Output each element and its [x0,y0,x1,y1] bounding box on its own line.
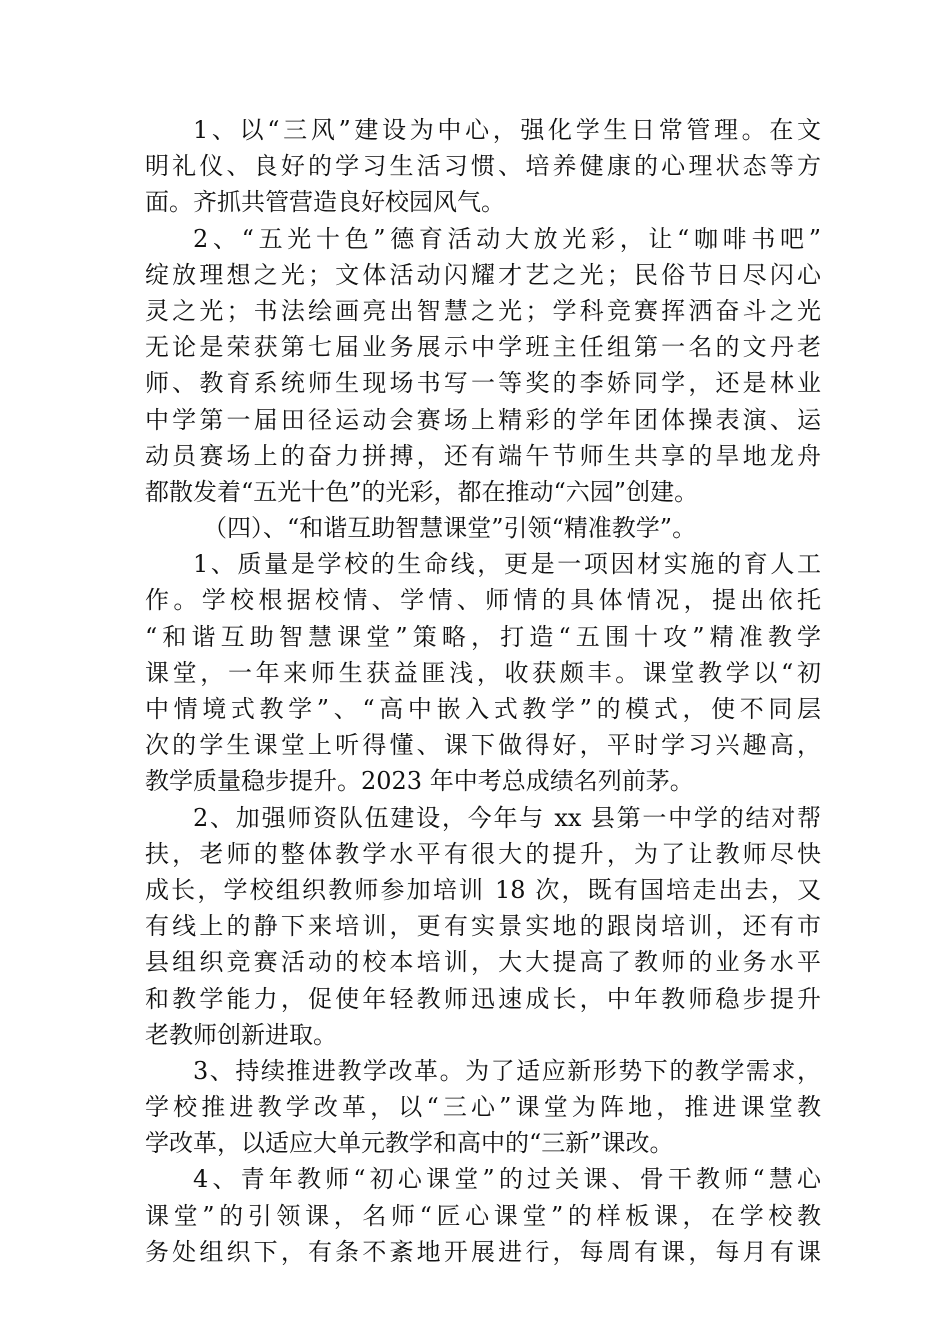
paragraph-line: 2、“五光十色”德育活动大放光彩，让“咖啡书吧” [193,224,821,253]
paragraph-line: 教学质量稳步提升。2023 年中考总成绩名列前茅。 [145,767,694,796]
paragraph-line: 明礼仪、良好的学习生活习惯、培养健康的心理状态等方 [145,152,821,181]
paragraph-line: 和教学能力，促使年轻教师迅速成长，中年教师稳步提升 [145,984,821,1013]
paragraph-line: 面。齐抓共管营造良好校园风气。 [145,188,505,217]
paragraph-line: 学校推进教学改革，以“三心”课堂为阵地，推进课堂教 [145,1093,821,1122]
paragraph-line: 课堂”的引领课，名师“匠心课堂”的样板课，在学校教 [145,1201,821,1230]
paragraph-line: 都散发着“五光十色”的光彩，都在推动“六园”创建。 [145,477,699,506]
paragraph-line: 4、青年教师“初心课堂”的过关课、骨干教师“慧心 [193,1165,821,1194]
paragraph-line: 成长，学校组织教师参加培训 18 次，既有国培走出去，又 [145,875,821,904]
paragraph-line: 作。学校根据校情、学情、师情的具体情况，提出依托 [145,586,821,615]
paragraph-line: 中情境式教学”、“高中嵌入式教学”的模式，使不同层 [145,695,821,723]
section-heading: （四）、“和谐互助智慧课堂”引领“精准教学”。 [203,514,697,543]
paragraph-line: 绽放理想之光；文体活动闪耀才艺之光；民俗节日尽闪心 [145,260,821,289]
paragraph-line: 学改革，以适应大单元教学和高中的“三新”课改。 [145,1129,674,1158]
paragraph-line: 2、加强师资队伍建设，今年与 xx 县第一中学的结对帮 [193,803,821,832]
paragraph-line: 1、以“三风”建设为中心，强化学生日常管理。在文 [193,116,821,144]
paragraph-line: 灵之光；书法绘画亮出智慧之光；学科竞赛挥洒奋斗之光 [145,296,821,325]
paragraph-line: 老教师创新进取。 [145,1020,337,1049]
paragraph-line: 次的学生课堂上听得懂、课下做得好，平时学习兴趣高， [145,731,821,760]
paragraph-line: 县组织竞赛活动的校本培训，大大提高了教师的业务水平 [145,948,821,977]
paragraph-line: 1、质量是学校的生命线，更是一项因材实施的育人工 [193,550,821,579]
paragraph-line: 有线上的静下来培训，更有实景实地的跟岗培训，还有市 [145,912,821,941]
paragraph-line: 师、教育系统师生现场书写一等奖的李娇同学，还是林业 [145,369,821,398]
document-body [145,112,821,1270]
paragraph-line: 扶，老师的整体教学水平有很大的提升，为了让教师尽快 [145,839,821,868]
paragraph-line: 务处组织下，有条不紊地开展进行，每周有课，每月有课 [145,1237,821,1266]
paragraph-line: “和谐互助智慧课堂”策略，打造“五围十攻”精准教学 [145,622,821,651]
paragraph-line: 中学第一届田径运动会赛场上精彩的学年团体操表演、运 [145,405,821,434]
paragraph-line: 3、持续推进教学改革。为了适应新形势下的教学需求， [193,1056,821,1085]
paragraph-line: 无论是荣获第七届业务展示中学班主任组第一名的文丹老 [145,333,821,362]
paragraph-line: 动员赛场上的奋力拼搏，还有端午节师生共享的旱地龙舟 [145,441,821,470]
paragraph-line: 课堂，一年来师生获益匪浅，收获颇丰。课堂教学以“初 [145,658,821,687]
